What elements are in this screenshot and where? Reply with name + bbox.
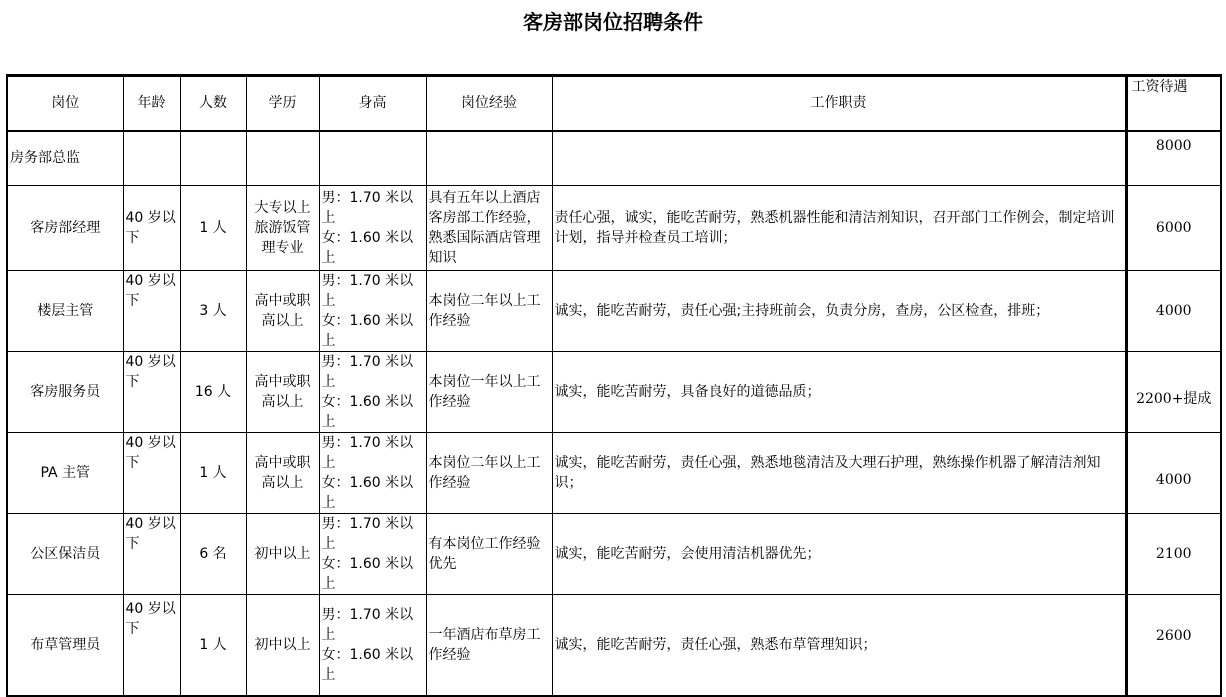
cell-age: 40 岁以下 xyxy=(123,514,180,595)
cell-duties: 责任心强，诚实，能吃苦耐劳，熟悉机器性能和清洁剂知识，召开部门工作例会，制定培训计划，指导并检查员工培训； xyxy=(552,186,1126,271)
cell-count: 3 人 xyxy=(180,271,246,352)
cell-count: 1 人 xyxy=(180,186,246,271)
cell-position: 客房部经理 xyxy=(7,186,123,271)
table-row xyxy=(7,131,1221,186)
header-height: 身高 xyxy=(319,76,426,131)
cell-experience: 本岗位一年以上工作经验 xyxy=(426,352,552,433)
cell-duties: 诚实，能吃苦耐劳，责任心强;主持班前会，负责分房，查房，公区检查，排班； xyxy=(552,271,1126,352)
cell-salary: 4000 xyxy=(1126,433,1221,514)
height-male: 男：1.70 米以上 xyxy=(321,354,414,390)
cell-salary: 6000 xyxy=(1126,186,1221,271)
height-male: 男：1.70 米以上 xyxy=(321,190,414,226)
cell-salary: 2600 xyxy=(1126,595,1221,696)
header-duties: 工作职责 xyxy=(552,76,1126,131)
cell-salary: 4000 xyxy=(1126,271,1221,352)
cell-duties: 诚实，能吃苦耐劳，责任心强，熟悉地毯清洁及大理石护理，熟练操作机器了解清洁剂知识； xyxy=(552,433,1126,514)
cell-duties: 诚实，能吃苦耐劳，具备良好的道德品质； xyxy=(552,352,1126,433)
cell-education: 大专以上旅游饭管理专业 xyxy=(246,186,319,271)
cell-education: 高中或职高以上 xyxy=(246,433,319,514)
cell-position: 公区保洁员 xyxy=(7,514,123,595)
cell-position: PA 主管 xyxy=(7,433,123,514)
height-male: 男：1.70 米以上 xyxy=(321,273,414,309)
cell-education: 初中以上 xyxy=(246,595,319,696)
table-row xyxy=(7,514,1221,595)
cell-experience: 具有五年以上酒店客房部工作经验，熟悉国际酒店管理知识 xyxy=(426,186,552,271)
cell-education: 高中或职高以上 xyxy=(246,352,319,433)
cell-count: 16 人 xyxy=(180,352,246,433)
header-position: 岗位 xyxy=(7,76,123,131)
cell-height xyxy=(319,514,426,595)
cell-position: 布草管理员 xyxy=(7,595,123,696)
cell-age: 40 岁以下 xyxy=(123,271,180,352)
cell-height xyxy=(319,433,426,514)
cell-duties: 诚实，能吃苦耐劳，会使用清洁机器优先； xyxy=(552,514,1126,595)
height-female: 女：1.60 米以上 xyxy=(321,394,414,430)
cell-count: 1 人 xyxy=(180,433,246,514)
cell-count: 1 人 xyxy=(180,595,246,696)
cell-salary: 8000 xyxy=(1126,131,1221,186)
cell-position: 客房服务员 xyxy=(7,352,123,433)
cell-age: 40 岁以下 xyxy=(123,595,180,696)
cell-duties xyxy=(552,131,1126,186)
cell-salary: 2200+提成 xyxy=(1126,352,1221,433)
cell-age xyxy=(123,131,180,186)
height-female: 女：1.60 米以上 xyxy=(321,313,414,349)
cell-age: 40 岁以下 xyxy=(123,352,180,433)
height-male: 男：1.70 米以上 xyxy=(321,516,414,552)
cell-position: 房务部总监 xyxy=(7,131,123,186)
height-male: 男：1.70 米以上 xyxy=(321,606,414,643)
header-count: 人数 xyxy=(180,76,246,131)
cell-salary: 2100 xyxy=(1126,514,1221,595)
table-row xyxy=(7,271,1221,352)
height-female: 女：1.60 米以上 xyxy=(321,475,414,511)
cell-education: 初中以上 xyxy=(246,514,319,595)
header-education: 学历 xyxy=(246,76,319,131)
height-female: 女：1.60 米以上 xyxy=(321,556,414,592)
cell-position: 楼层主管 xyxy=(7,271,123,352)
cell-height xyxy=(319,131,426,186)
table-row xyxy=(7,352,1221,433)
cell-experience: 本岗位二年以上工作经验 xyxy=(426,271,552,352)
height-male: 男：1.70 米以上 xyxy=(321,435,414,471)
cell-height xyxy=(319,352,426,433)
cell-height xyxy=(319,271,426,352)
cell-duties: 诚实，能吃苦耐劳，责任心强，熟悉布草管理知识； xyxy=(552,595,1126,696)
cell-count: 6 名 xyxy=(180,514,246,595)
table-row xyxy=(7,186,1221,271)
cell-experience: 一年酒店布草房工作经验 xyxy=(426,595,552,696)
recruitment-table xyxy=(6,74,1222,697)
cell-count xyxy=(180,131,246,186)
page-title: 客房部岗位招聘条件 xyxy=(523,10,703,34)
cell-education xyxy=(246,131,319,186)
cell-education: 高中或职高以上 xyxy=(246,271,319,352)
header-row xyxy=(7,76,1221,131)
header-salary: 工资待遇 xyxy=(1126,76,1221,131)
height-female: 女：1.60 米以上 xyxy=(321,646,414,683)
cell-age: 40 岁以下 xyxy=(123,433,180,514)
header-experience: 岗位经验 xyxy=(426,76,552,131)
cell-height xyxy=(319,595,426,696)
cell-age: 40 岁以下 xyxy=(123,186,180,271)
cell-height xyxy=(319,186,426,271)
cell-experience xyxy=(426,131,552,186)
height-female: 女：1.60 米以上 xyxy=(321,230,414,266)
cell-experience: 有本岗位工作经验优先 xyxy=(426,514,552,595)
table-row xyxy=(7,595,1221,696)
cell-experience: 本岗位二年以上工作经验 xyxy=(426,433,552,514)
table-row xyxy=(7,433,1221,514)
header-age: 年龄 xyxy=(123,76,180,131)
